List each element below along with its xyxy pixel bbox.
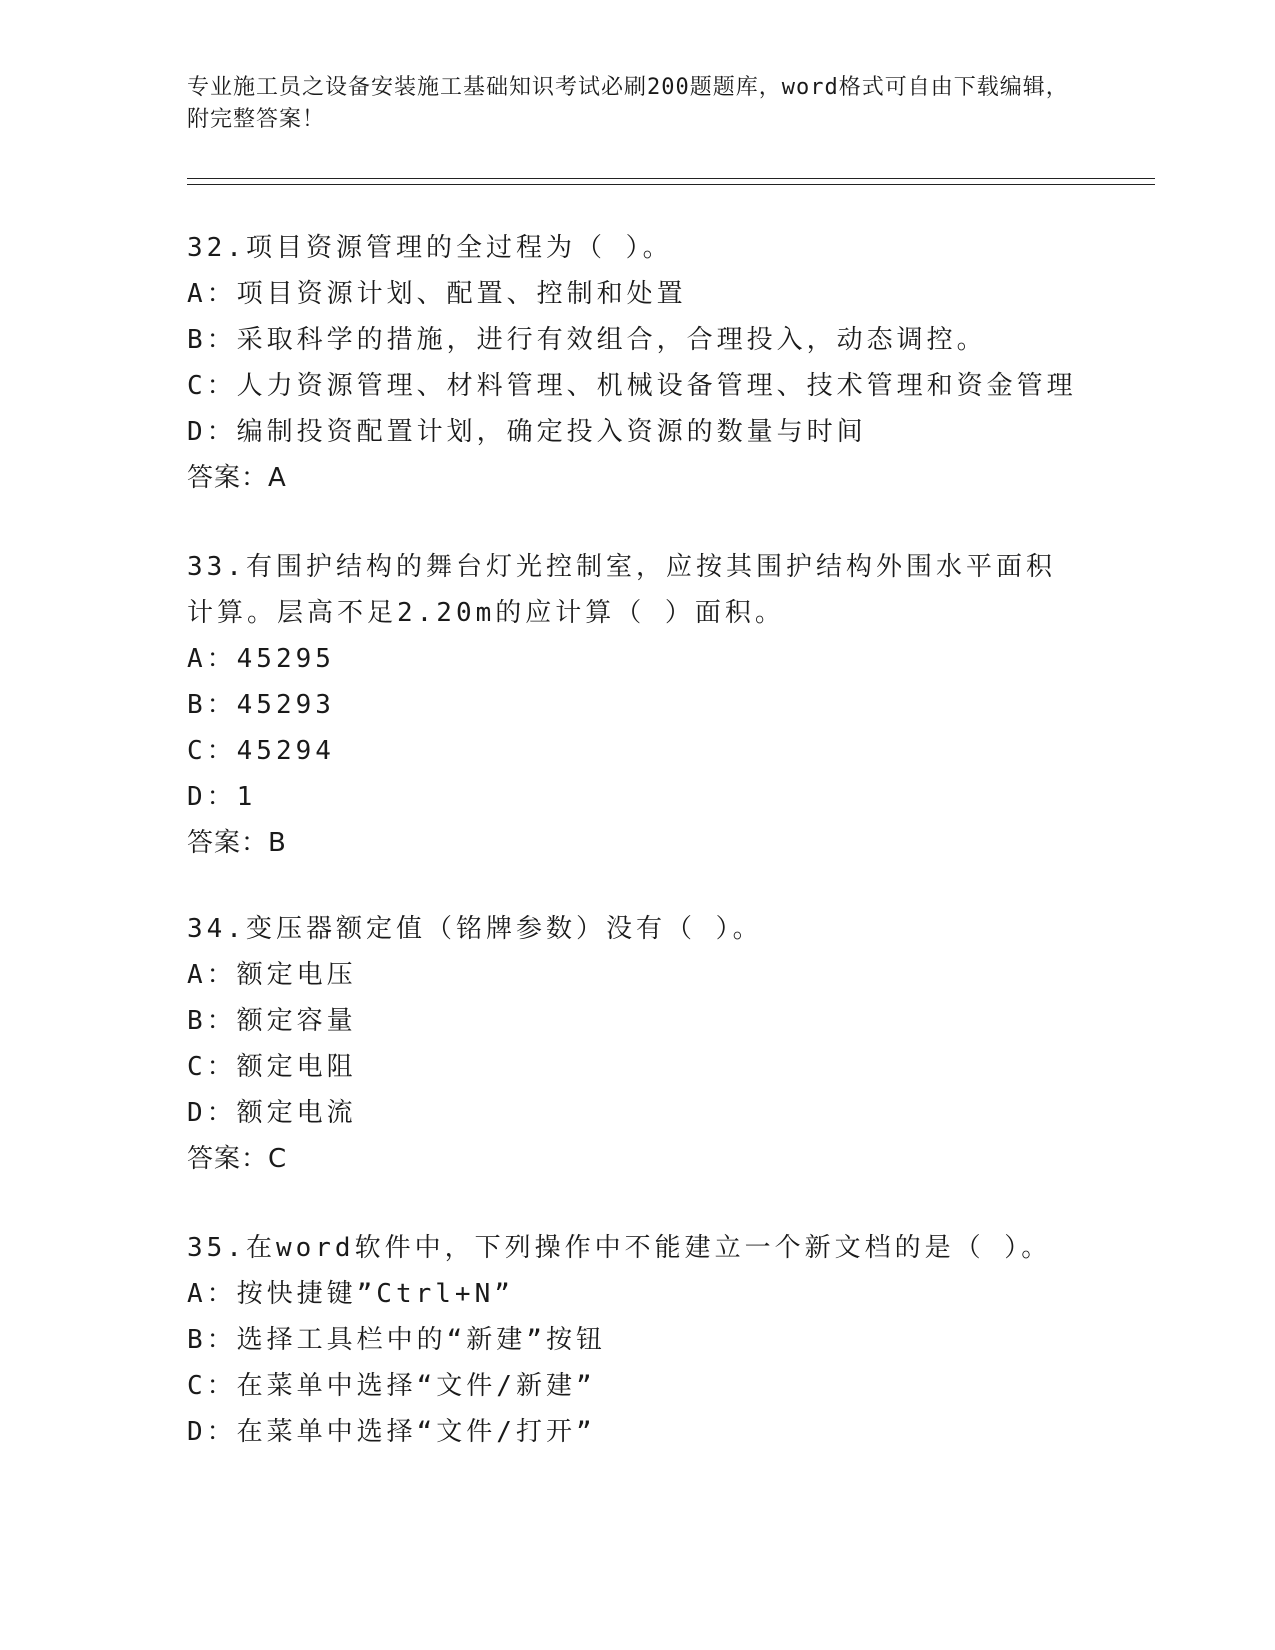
answer: 答案：C (187, 1144, 288, 1174)
document-header: 专业施工员之设备安装施工基础知识考试必刷200题题库，word格式可自由下载编辑，附完整答案！ (187, 75, 1069, 132)
option-a: A：45295 (187, 644, 335, 674)
question-33 (187, 544, 1067, 866)
option-d: D：在菜单中选择“文件/打开” (187, 1417, 596, 1447)
option-d: D：编制投资配置计划，确定投入资源的数量与时间 (187, 417, 867, 447)
answer: 答案：B (187, 828, 287, 858)
question-stem: 32.项目资源管理的全过程为（ ）。 (187, 233, 673, 263)
header-rule-top (187, 178, 1155, 179)
header-rule-bottom (187, 184, 1155, 185)
option-c: C：在菜单中选择“文件/新建” (187, 1371, 596, 1401)
option-b: B：额定容量 (187, 1006, 357, 1036)
question-32 (187, 225, 1087, 501)
option-c: C：45294 (187, 736, 335, 766)
option-b: B：45293 (187, 690, 335, 720)
option-a: A：按快捷键”Ctrl+N” (187, 1279, 514, 1309)
option-d: D：1 (187, 782, 257, 812)
question-stem: 33.有围护结构的舞台灯光控制室，应按其围护结构外围水平面积计算。层高不足2.20m的应计算（ ）面积。 (187, 552, 1056, 628)
option-a: A：额定电压 (187, 960, 357, 990)
question-stem: 35.在word软件中，下列操作中不能建立一个新文档的是（ ）。 (187, 1233, 1052, 1263)
answer: 答案：A (187, 463, 287, 493)
question-34 (187, 906, 1087, 1182)
question-35 (187, 1225, 1087, 1455)
option-c: C：额定电阻 (187, 1052, 357, 1082)
option-a: A：项目资源计划、配置、控制和处置 (187, 279, 687, 309)
option-d: D：额定电流 (187, 1098, 357, 1128)
option-b: B：采取科学的措施，进行有效组合，合理投入，动态调控。 (187, 325, 987, 355)
option-c: C：人力资源管理、材料管理、机械设备管理、技术管理和资金管理 (187, 371, 1077, 401)
question-stem: 34.变压器额定值（铭牌参数）没有（ ）。 (187, 914, 763, 944)
option-b: B：选择工具栏中的“新建”按钮 (187, 1325, 606, 1355)
